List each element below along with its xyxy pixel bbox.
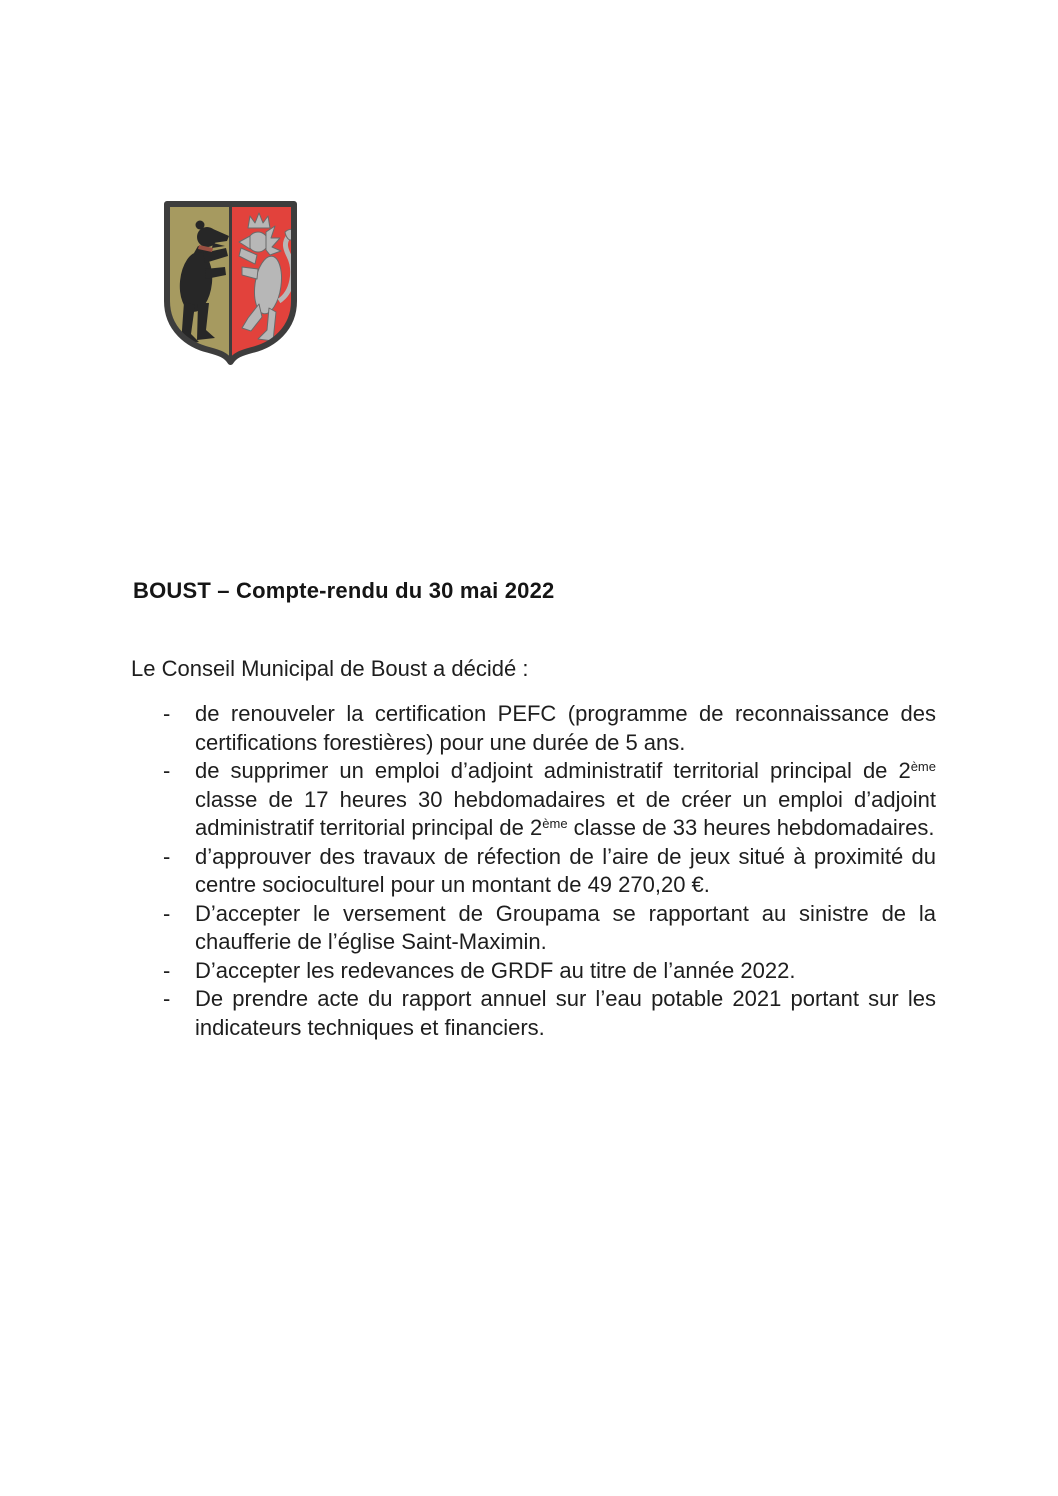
list-item (133, 957, 936, 986)
decision-list (133, 700, 936, 1042)
list-item-text: de renouveler la certification PEFC (programme de reconnaissance des certifications forestières) pour une durée de 5 ans. (195, 701, 936, 755)
list-item-marker: - (163, 900, 171, 926)
list-item-text: D’accepter le versement de Groupama se rapportant au sinistre de la chaufferie de l’église Saint-Maximin. (195, 900, 936, 954)
list-item (133, 700, 936, 757)
list-item-marker: - (163, 701, 171, 726)
list-item-marker: - (163, 843, 171, 869)
list-item-marker: - (163, 758, 171, 783)
list-item-text: de supprimer un emploi d’adjoint administratif territorial principal de 2ème classe de 17 heures 30 hebdomadaires et de créer un emploi d’adjoint administratif territorial principal de 2ème classe de 33 heures hebdomadaires. (195, 758, 936, 840)
coat-of-arms (154, 198, 307, 366)
list-item (133, 757, 936, 843)
list-item-marker: - (163, 986, 171, 1011)
document-title: BOUST – Compte-rendu du 30 mai 2022 (133, 578, 555, 603)
list-item-text: d’approuver des travaux de réfection de l’aire de jeux situé à proximité du centre socioculturel pour un montant de 49 270,20 €. (195, 843, 936, 897)
list-item-text: D’accepter les redevances de GRDF au titre de l’année 2022. (195, 957, 796, 983)
list-item (133, 900, 936, 957)
list-item (133, 843, 936, 900)
list-item-marker: - (163, 957, 171, 983)
list-item (133, 985, 936, 1042)
coat-of-arms-svg (154, 198, 307, 366)
intro-line: Le Conseil Municipal de Boust a décidé : (131, 656, 529, 681)
list-item-text: De prendre acte du rapport annuel sur l’eau potable 2021 portant sur les indicateurs techniques et financiers. (195, 986, 936, 1040)
